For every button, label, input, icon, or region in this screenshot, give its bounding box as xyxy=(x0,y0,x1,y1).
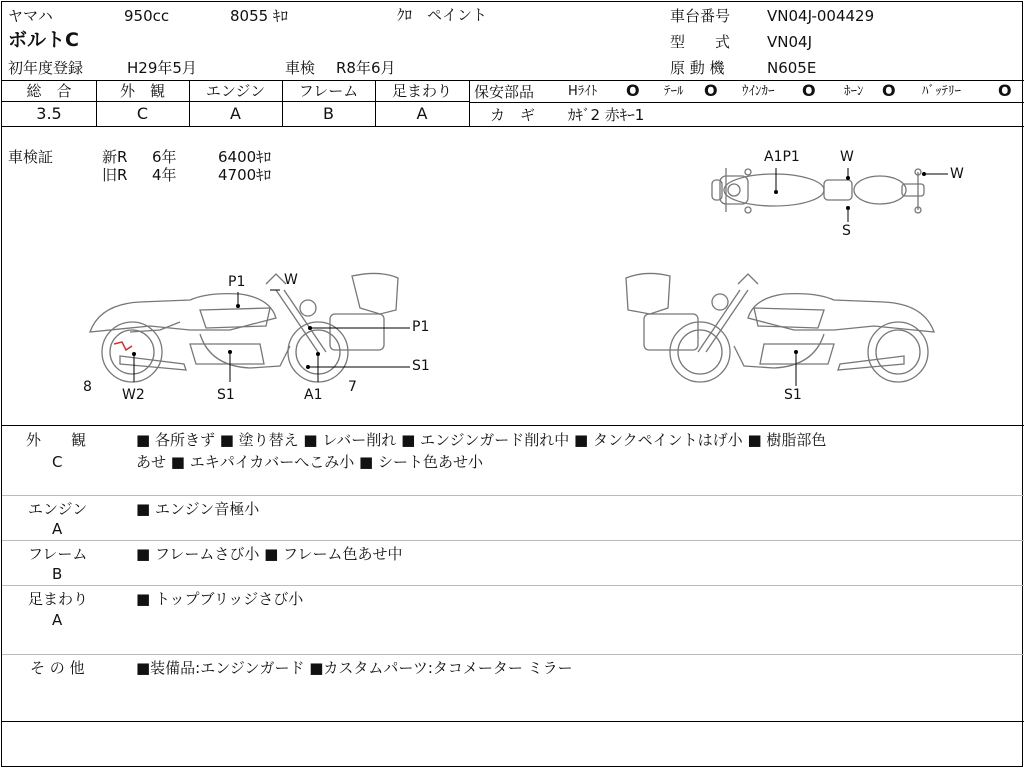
note-frame-line-1: ■ フレームさび小 ■ フレーム色あせ中 xyxy=(136,545,403,563)
engine-model-label: 原 動 機 xyxy=(670,59,725,77)
mark-left-7: 7 xyxy=(348,379,357,395)
grade-frame-label: フレーム xyxy=(298,82,359,100)
cert-new-year: 6年 xyxy=(152,148,177,166)
frame-number-label: 車台番号 xyxy=(670,7,731,25)
right-view-leader-line xyxy=(782,342,812,392)
mark-left-p1-tank: P1 xyxy=(228,274,246,290)
first-registration-label: 初年度登録 xyxy=(8,59,84,77)
mark-left-p1-box: P1 xyxy=(412,319,430,335)
cert-label: 車検証 xyxy=(8,148,54,166)
grade-exterior-label: 外 観 xyxy=(119,82,165,100)
type-value: VN04J xyxy=(767,33,812,51)
mark-left-s1-engine: S1 xyxy=(217,387,235,403)
inspection-value: R8年6月 xyxy=(336,59,396,77)
grade-exterior-value: C xyxy=(136,104,149,123)
safety-battery-status: O xyxy=(998,81,1012,100)
grade-overall-value: 3.5 xyxy=(36,104,62,123)
note-exterior-line-1: ■ 各所きず ■ 塗り替え ■ レバー削れ ■ エンジンガード削れ中 ■ タンクペイントはげ小 ■ 樹脂部色 xyxy=(136,431,827,449)
note-engine-grade: A xyxy=(52,520,63,538)
grade-suspension-label: 足まわり xyxy=(391,82,452,100)
maker: ヤマハ xyxy=(8,7,53,25)
mark-left-w2: W2 xyxy=(122,387,145,403)
model-name: ボルトC xyxy=(8,29,79,51)
note-other-line-1: ■装備品:エンジンガード ■カスタムパーツ:タコメーター ミラー xyxy=(136,659,573,677)
mark-left-w-mirror: W xyxy=(284,272,298,288)
mark-top-a1p1: A1P1 xyxy=(764,149,800,165)
safety-tail-label: ﾃｰﾙ xyxy=(664,84,684,99)
note-other-label: そ の 他 xyxy=(30,659,85,677)
left-view-leader-lines xyxy=(122,282,422,392)
safety-tail-status: O xyxy=(704,81,718,100)
inspection-label: 車検 xyxy=(285,59,316,77)
note-frame-grade: B xyxy=(52,565,63,583)
note-exterior-text xyxy=(136,429,1016,473)
mark-left-8: 8 xyxy=(83,379,92,395)
note-exterior-line-2: あせ ■ エキパイカバーへこみ小 ■ シート色あせ小 xyxy=(136,453,483,471)
mark-top-w2: W xyxy=(950,166,964,182)
safety-headlight-label: Hﾗｲﾄ xyxy=(568,84,598,99)
frame-number-value: VN04J-004429 xyxy=(767,7,875,25)
top-view-leader-lines xyxy=(742,162,962,224)
note-engine-label: エンジン xyxy=(28,500,88,518)
safety-horn-label: ﾎｰﾝ xyxy=(844,84,864,99)
note-exterior-grade: C xyxy=(52,453,63,471)
note-engine-line-1: ■ エンジン音極小 xyxy=(136,500,260,518)
key-label: カ ギ xyxy=(490,106,536,124)
grade-frame-value: B xyxy=(323,104,334,123)
safety-horn-status: O xyxy=(882,81,896,100)
mark-right-s1: S1 xyxy=(784,387,802,403)
safety-headlight-status: O xyxy=(626,81,640,100)
note-frame-label: フレーム xyxy=(28,545,88,563)
safety-winker-status: O xyxy=(802,81,816,100)
grade-engine-value: A xyxy=(230,104,241,123)
cert-old-year: 4年 xyxy=(152,166,177,184)
note-suspension-line-1: ■ トップブリッジさび小 xyxy=(136,590,304,608)
mark-top-w1: W xyxy=(840,149,854,165)
mark-left-s1-box: S1 xyxy=(412,358,430,374)
first-registration-value: H29年5月 xyxy=(127,59,197,77)
note-exterior-label: 外 観 xyxy=(26,431,87,449)
cert-old-label: 旧R xyxy=(102,166,128,184)
engine-model-value: N605E xyxy=(767,59,817,77)
type-label: 型 式 xyxy=(670,33,731,51)
displacement: 950cc xyxy=(124,7,170,25)
cert-old-km: 4700ｷﾛ xyxy=(218,166,272,184)
safety-parts-label: 保安部品 xyxy=(474,83,535,101)
note-suspension-label: 足まわり xyxy=(28,590,89,608)
grade-suspension-value: A xyxy=(416,104,428,123)
note-suspension-grade: A xyxy=(52,611,63,629)
grade-overall-label: 総 合 xyxy=(26,82,72,100)
paint-color: ｸﾛ ペイント xyxy=(397,6,488,24)
cert-new-label: 新R xyxy=(102,148,128,166)
safety-battery-label: ﾊﾞｯﾃﾘｰ xyxy=(922,84,961,99)
mark-left-a1: A1 xyxy=(304,387,323,403)
grade-engine-label: エンジン xyxy=(205,82,266,100)
key-value: ｶｷﾞ2 赤ｷｰ1 xyxy=(568,106,645,124)
mark-top-s: S xyxy=(842,223,851,239)
inspection-sheet xyxy=(1,1,1023,767)
safety-winker-label: ｳｲﾝｶｰ xyxy=(742,84,775,99)
cert-new-km: 6400ｷﾛ xyxy=(218,148,272,166)
mileage: 8055 ｷﾛ xyxy=(230,7,288,25)
